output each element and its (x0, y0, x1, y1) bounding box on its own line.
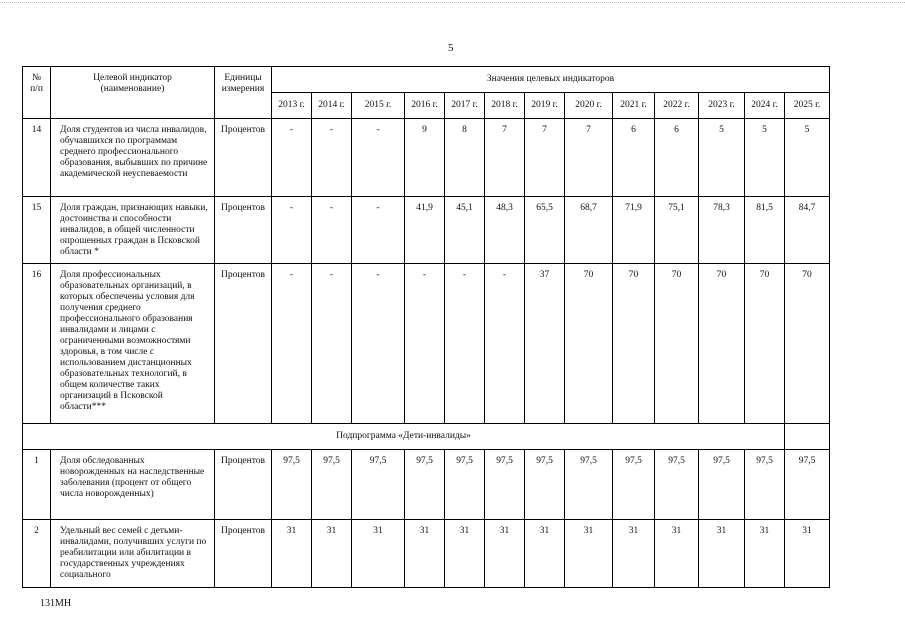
value-cell: 31 (525, 520, 565, 588)
value-cell: 97,5 (445, 450, 485, 520)
value-cell: 31 (613, 520, 655, 588)
value-cell: - (312, 264, 352, 424)
value-cell: 97,5 (485, 450, 525, 520)
value-cell: 48,3 (485, 197, 525, 264)
row-number: 2 (23, 520, 51, 588)
value-cell: - (272, 264, 312, 424)
indicator-unit: Процентов (215, 450, 272, 520)
value-cell: 97,5 (405, 450, 445, 520)
year-header: 2014 г. (312, 93, 352, 119)
indicator-unit: Процентов (215, 264, 272, 424)
value-cell: 31 (655, 520, 699, 588)
year-header: 2020 г. (565, 93, 613, 119)
value-cell: 97,5 (312, 450, 352, 520)
year-header: 2013 г. (272, 93, 312, 119)
row-number: 14 (23, 119, 51, 197)
year-header: 2022 г. (655, 93, 699, 119)
indicator-unit: Процентов (215, 197, 272, 264)
value-cell: 6 (613, 119, 655, 197)
value-cell: 5 (745, 119, 785, 197)
value-cell: - (312, 119, 352, 197)
year-header: 2023 г. (699, 93, 745, 119)
value-cell: 81,5 (745, 197, 785, 264)
value-cell: 70 (745, 264, 785, 424)
value-cell: - (405, 264, 445, 424)
value-cell: 7 (485, 119, 525, 197)
table-row (23, 119, 830, 197)
year-header: 2024 г. (745, 93, 785, 119)
row-number: 16 (23, 264, 51, 424)
table-row (23, 264, 830, 424)
value-cell: 70 (699, 264, 745, 424)
col-units-header: Единицы измерения (215, 67, 272, 119)
indicator-unit: Процентов (215, 119, 272, 197)
indicator-name: Доля профессиональных образовательных организаций, в которых обеспечены условия для получения среднего профессионального образования инвалидами и лицами с ограниченными возможностями здоровья, в том числе с использованием дистанционных образовательных технологий, в общем количестве таких организаций в Псковской области*** (51, 264, 215, 424)
col-num-header: № п/п (23, 67, 51, 119)
value-cell: 97,5 (699, 450, 745, 520)
value-cell: 71,9 (613, 197, 655, 264)
value-cell: 31 (699, 520, 745, 588)
value-cell: 41,9 (405, 197, 445, 264)
value-cell: 70 (565, 264, 613, 424)
row-number: 15 (23, 197, 51, 264)
year-header: 2016 г. (405, 93, 445, 119)
value-cell: 97,5 (745, 450, 785, 520)
value-cell: 6 (655, 119, 699, 197)
value-cell: - (445, 264, 485, 424)
year-header: 2021 г. (613, 93, 655, 119)
value-cell: 31 (785, 520, 830, 588)
value-cell: - (352, 119, 405, 197)
indicator-name: Удельный вес семей с детьми-инвалидами, получивших услуги по реабилитации или абилитации в государственных учреждениях социального (51, 520, 215, 588)
year-header: 2019 г. (525, 93, 565, 119)
value-cell: 31 (445, 520, 485, 588)
values-group-header: Значения целевых индикаторов (272, 67, 830, 93)
value-cell: 70 (613, 264, 655, 424)
col-indicator-header: Целевой индикатор (наименование) (51, 67, 215, 119)
year-header: 2017 г. (445, 93, 485, 119)
value-cell: - (312, 197, 352, 264)
indicators-table (22, 66, 830, 588)
value-cell: 9 (405, 119, 445, 197)
value-cell: 7 (525, 119, 565, 197)
value-cell: 97,5 (525, 450, 565, 520)
indicator-name: Доля обследованных новорожденных на наследственные заболевания (процент от общего числа новорожденных) (51, 450, 215, 520)
year-header: 2015 г. (352, 93, 405, 119)
value-cell: 5 (785, 119, 830, 197)
value-cell: 31 (352, 520, 405, 588)
value-cell: - (272, 197, 312, 264)
table-row (23, 197, 830, 264)
value-cell: - (352, 197, 405, 264)
value-cell: 84,7 (785, 197, 830, 264)
page-number: 5 (448, 42, 454, 54)
value-cell: 45,1 (445, 197, 485, 264)
scan-top-edge (0, 2, 905, 3)
value-cell: 5 (699, 119, 745, 197)
value-cell: - (352, 264, 405, 424)
value-cell: 68,7 (565, 197, 613, 264)
table-row (23, 520, 830, 588)
value-cell: 31 (485, 520, 525, 588)
value-cell: 70 (655, 264, 699, 424)
value-cell: 97,5 (272, 450, 312, 520)
value-cell: 97,5 (352, 450, 405, 520)
subprogram-row (23, 424, 830, 450)
value-cell: 65,5 (525, 197, 565, 264)
value-cell: 70 (785, 264, 830, 424)
table-row (23, 450, 830, 520)
value-cell: 8 (445, 119, 485, 197)
value-cell: 78,3 (699, 197, 745, 264)
value-cell: 31 (312, 520, 352, 588)
value-cell: 37 (525, 264, 565, 424)
row-number: 1 (23, 450, 51, 520)
value-cell: 97,5 (785, 450, 830, 520)
value-cell: 31 (272, 520, 312, 588)
value-cell: 97,5 (655, 450, 699, 520)
value-cell: 31 (565, 520, 613, 588)
year-header: 2025 г. (785, 93, 830, 119)
value-cell: 7 (565, 119, 613, 197)
value-cell: - (272, 119, 312, 197)
value-cell: - (485, 264, 525, 424)
subprogram-title: Подпрограмма «Дети-инвалиды» (23, 424, 785, 450)
year-header: 2018 г. (485, 93, 525, 119)
value-cell: 97,5 (565, 450, 613, 520)
value-cell: 31 (405, 520, 445, 588)
indicator-unit: Процентов (215, 520, 272, 588)
subprogram-empty-cell (785, 424, 830, 450)
value-cell: 75,1 (655, 197, 699, 264)
document-code: 131МН (40, 598, 72, 609)
value-cell: 97,5 (613, 450, 655, 520)
indicator-name: Доля студентов из числа инвалидов, обучавшихся по программам среднего профессионального образования, выбывших по причине академической неуспеваемости (51, 119, 215, 197)
indicator-name: Доля граждан, признающих навыки, достоинства и способности инвалидов, в общей численности опрошенных граждан в Псковской области * (51, 197, 215, 264)
value-cell: 31 (745, 520, 785, 588)
